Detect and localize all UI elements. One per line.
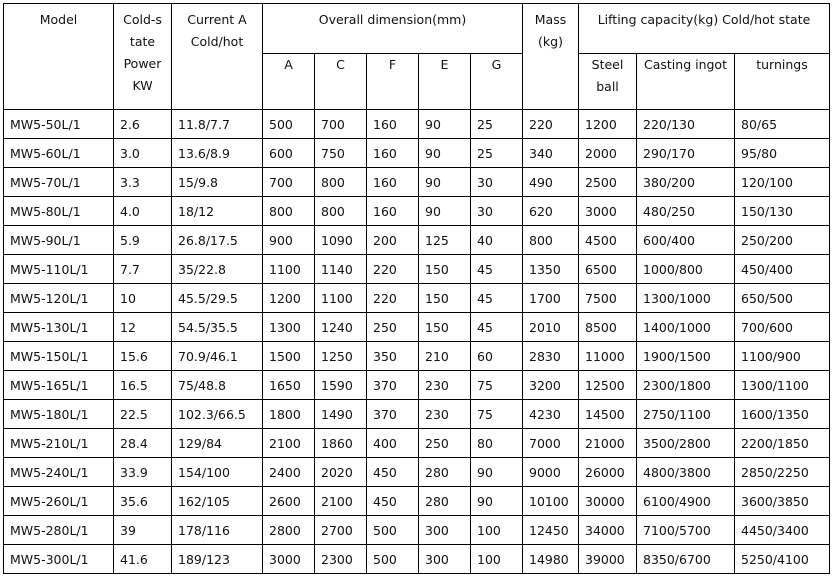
- cell-dim-c: 1140: [315, 255, 367, 284]
- table-row: [4, 313, 830, 342]
- cell-dim-c: 2300: [315, 545, 367, 574]
- cell-casting-ingot: 1300/1000: [637, 284, 735, 313]
- cell-power: 15.6: [114, 342, 172, 371]
- cell-mass: 12450: [523, 516, 579, 545]
- cell-power: 39: [114, 516, 172, 545]
- header-model: Model: [4, 4, 114, 110]
- cell-dim-a: 800: [263, 197, 315, 226]
- cell-mass: 4230: [523, 400, 579, 429]
- cell-dim-c: 1240: [315, 313, 367, 342]
- cell-turnings: 650/500: [735, 284, 830, 313]
- cell-dim-g: 30: [471, 197, 523, 226]
- table-row: [4, 342, 830, 371]
- cell-dim-e: 90: [419, 197, 471, 226]
- table-row: [4, 284, 830, 313]
- cell-mass: 14980: [523, 545, 579, 574]
- header-current: Current A Cold/hot: [172, 4, 263, 110]
- cell-model: MW5-150L/1: [4, 342, 114, 371]
- cell-dim-c: 750: [315, 139, 367, 168]
- cell-steel-ball: 1200: [579, 110, 637, 139]
- cell-mass: 2830: [523, 342, 579, 371]
- cell-mass: 3200: [523, 371, 579, 400]
- header-turnings: turnings: [735, 54, 830, 110]
- cell-current: 15/9.8: [172, 168, 263, 197]
- cell-mass: 800: [523, 226, 579, 255]
- cell-current: 13.6/8.9: [172, 139, 263, 168]
- table-row: [4, 255, 830, 284]
- cell-steel-ball: 4500: [579, 226, 637, 255]
- table-row: [4, 371, 830, 400]
- cell-model: MW5-50L/1: [4, 110, 114, 139]
- cell-current: 35/22.8: [172, 255, 263, 284]
- cell-turnings: 1100/900: [735, 342, 830, 371]
- table-row: [4, 110, 830, 139]
- cell-dim-e: 300: [419, 516, 471, 545]
- cell-dim-g: 90: [471, 487, 523, 516]
- cell-dim-a: 2600: [263, 487, 315, 516]
- cell-power: 5.9: [114, 226, 172, 255]
- cell-turnings: 80/65: [735, 110, 830, 139]
- table-body: [4, 110, 830, 574]
- cell-dim-g: 90: [471, 458, 523, 487]
- cell-steel-ball: 6500: [579, 255, 637, 284]
- header-dim-c: C: [315, 54, 367, 110]
- cell-dim-g: 75: [471, 371, 523, 400]
- cell-turnings: 150/130: [735, 197, 830, 226]
- cell-steel-ball: 12500: [579, 371, 637, 400]
- cell-casting-ingot: 1400/1000: [637, 313, 735, 342]
- header-dimension: Overall dimension(mm): [263, 4, 523, 54]
- table-row: [4, 487, 830, 516]
- cell-dim-c: 800: [315, 168, 367, 197]
- cell-steel-ball: 34000: [579, 516, 637, 545]
- cell-dim-e: 210: [419, 342, 471, 371]
- cell-model: MW5-165L/1: [4, 371, 114, 400]
- cell-dim-g: 25: [471, 110, 523, 139]
- cell-casting-ingot: 1900/1500: [637, 342, 735, 371]
- cell-dim-a: 1500: [263, 342, 315, 371]
- header-dim-f: F: [367, 54, 419, 110]
- cell-turnings: 250/200: [735, 226, 830, 255]
- cell-dim-g: 100: [471, 545, 523, 574]
- cell-dim-f: 370: [367, 400, 419, 429]
- cell-dim-e: 280: [419, 487, 471, 516]
- cell-dim-f: 160: [367, 110, 419, 139]
- cell-dim-c: 2100: [315, 487, 367, 516]
- cell-mass: 1700: [523, 284, 579, 313]
- cell-turnings: 450/400: [735, 255, 830, 284]
- cell-turnings: 5250/4100: [735, 545, 830, 574]
- cell-dim-g: 45: [471, 255, 523, 284]
- header-dim-e: E: [419, 54, 471, 110]
- cell-mass: 7000: [523, 429, 579, 458]
- cell-dim-f: 350: [367, 342, 419, 371]
- cell-turnings: 1600/1350: [735, 400, 830, 429]
- cell-current: 162/105: [172, 487, 263, 516]
- cell-steel-ball: 2500: [579, 168, 637, 197]
- cell-mass: 340: [523, 139, 579, 168]
- table-row: [4, 197, 830, 226]
- cell-turnings: 3600/3850: [735, 487, 830, 516]
- cell-model: MW5-180L/1: [4, 400, 114, 429]
- cell-dim-f: 500: [367, 545, 419, 574]
- header-casting-ingot: Casting ingot: [637, 54, 735, 110]
- cell-power: 41.6: [114, 545, 172, 574]
- cell-casting-ingot: 2750/1100: [637, 400, 735, 429]
- cell-dim-c: 1590: [315, 371, 367, 400]
- cell-model: MW5-280L/1: [4, 516, 114, 545]
- table-row: [4, 458, 830, 487]
- cell-turnings: 700/600: [735, 313, 830, 342]
- cell-power: 28.4: [114, 429, 172, 458]
- cell-dim-a: 900: [263, 226, 315, 255]
- cell-power: 2.6: [114, 110, 172, 139]
- cell-model: MW5-130L/1: [4, 313, 114, 342]
- cell-power: 10: [114, 284, 172, 313]
- cell-dim-g: 60: [471, 342, 523, 371]
- cell-turnings: 4450/3400: [735, 516, 830, 545]
- cell-model: MW5-90L/1: [4, 226, 114, 255]
- cell-dim-f: 400: [367, 429, 419, 458]
- cell-steel-ball: 8500: [579, 313, 637, 342]
- cell-current: 189/123: [172, 545, 263, 574]
- cell-dim-a: 2400: [263, 458, 315, 487]
- header-power: Cold-s tate Power KW: [114, 4, 172, 110]
- cell-turnings: 120/100: [735, 168, 830, 197]
- cell-current: 18/12: [172, 197, 263, 226]
- cell-dim-a: 1650: [263, 371, 315, 400]
- cell-dim-e: 230: [419, 371, 471, 400]
- cell-model: MW5-70L/1: [4, 168, 114, 197]
- cell-dim-a: 2800: [263, 516, 315, 545]
- cell-turnings: 2200/1850: [735, 429, 830, 458]
- cell-dim-c: 1090: [315, 226, 367, 255]
- cell-current: 70.9/46.1: [172, 342, 263, 371]
- cell-dim-g: 100: [471, 516, 523, 545]
- cell-dim-e: 280: [419, 458, 471, 487]
- cell-dim-g: 30: [471, 168, 523, 197]
- cell-dim-g: 80: [471, 429, 523, 458]
- cell-dim-e: 125: [419, 226, 471, 255]
- cell-dim-f: 160: [367, 139, 419, 168]
- cell-dim-f: 220: [367, 255, 419, 284]
- cell-model: MW5-240L/1: [4, 458, 114, 487]
- cell-dim-a: 600: [263, 139, 315, 168]
- cell-power: 12: [114, 313, 172, 342]
- cell-model: MW5-120L/1: [4, 284, 114, 313]
- cell-dim-e: 90: [419, 110, 471, 139]
- cell-power: 16.5: [114, 371, 172, 400]
- cell-turnings: 1300/1100: [735, 371, 830, 400]
- cell-casting-ingot: 3500/2800: [637, 429, 735, 458]
- cell-dim-c: 1490: [315, 400, 367, 429]
- cell-power: 3.0: [114, 139, 172, 168]
- cell-steel-ball: 30000: [579, 487, 637, 516]
- cell-casting-ingot: 380/200: [637, 168, 735, 197]
- cell-power: 33.9: [114, 458, 172, 487]
- header-dim-a: A: [263, 54, 315, 110]
- cell-dim-c: 1100: [315, 284, 367, 313]
- cell-dim-e: 230: [419, 400, 471, 429]
- cell-dim-e: 150: [419, 313, 471, 342]
- table-row: [4, 545, 830, 574]
- cell-model: MW5-80L/1: [4, 197, 114, 226]
- cell-current: 129/84: [172, 429, 263, 458]
- cell-steel-ball: 3000: [579, 197, 637, 226]
- cell-dim-e: 250: [419, 429, 471, 458]
- cell-dim-a: 500: [263, 110, 315, 139]
- cell-casting-ingot: 7100/5700: [637, 516, 735, 545]
- cell-dim-g: 75: [471, 400, 523, 429]
- header-lifting: Lifting capacity(kg) Cold/hot state: [579, 4, 830, 54]
- cell-casting-ingot: 480/250: [637, 197, 735, 226]
- table-row: [4, 168, 830, 197]
- header-steel-ball: Steel ball: [579, 54, 637, 110]
- cell-model: MW5-260L/1: [4, 487, 114, 516]
- cell-model: MW5-110L/1: [4, 255, 114, 284]
- table-row: [4, 139, 830, 168]
- cell-model: MW5-210L/1: [4, 429, 114, 458]
- cell-casting-ingot: 6100/4900: [637, 487, 735, 516]
- cell-dim-f: 450: [367, 458, 419, 487]
- cell-current: 178/116: [172, 516, 263, 545]
- cell-model: MW5-300L/1: [4, 545, 114, 574]
- cell-mass: 10100: [523, 487, 579, 516]
- cell-dim-g: 25: [471, 139, 523, 168]
- cell-casting-ingot: 600/400: [637, 226, 735, 255]
- table-row: [4, 516, 830, 545]
- cell-current: 154/100: [172, 458, 263, 487]
- cell-steel-ball: 21000: [579, 429, 637, 458]
- table-row: [4, 400, 830, 429]
- cell-mass: 220: [523, 110, 579, 139]
- cell-dim-f: 450: [367, 487, 419, 516]
- cell-mass: 2010: [523, 313, 579, 342]
- cell-casting-ingot: 8350/6700: [637, 545, 735, 574]
- cell-dim-a: 2100: [263, 429, 315, 458]
- cell-dim-g: 40: [471, 226, 523, 255]
- cell-dim-e: 150: [419, 284, 471, 313]
- cell-dim-f: 370: [367, 371, 419, 400]
- cell-mass: 490: [523, 168, 579, 197]
- cell-steel-ball: 39000: [579, 545, 637, 574]
- cell-dim-f: 250: [367, 313, 419, 342]
- cell-casting-ingot: 2300/1800: [637, 371, 735, 400]
- cell-dim-c: 1860: [315, 429, 367, 458]
- header-mass: Mass (kg): [523, 4, 579, 110]
- cell-current: 54.5/35.5: [172, 313, 263, 342]
- cell-mass: 9000: [523, 458, 579, 487]
- cell-casting-ingot: 1000/800: [637, 255, 735, 284]
- cell-casting-ingot: 290/170: [637, 139, 735, 168]
- cell-casting-ingot: 220/130: [637, 110, 735, 139]
- cell-dim-c: 1250: [315, 342, 367, 371]
- cell-dim-a: 3000: [263, 545, 315, 574]
- cell-dim-a: 1300: [263, 313, 315, 342]
- cell-model: MW5-60L/1: [4, 139, 114, 168]
- cell-dim-f: 200: [367, 226, 419, 255]
- cell-current: 11.8/7.7: [172, 110, 263, 139]
- header-dim-g: G: [471, 54, 523, 110]
- cell-dim-f: 500: [367, 516, 419, 545]
- cell-turnings: 2850/2250: [735, 458, 830, 487]
- cell-power: 4.0: [114, 197, 172, 226]
- cell-steel-ball: 7500: [579, 284, 637, 313]
- cell-dim-f: 220: [367, 284, 419, 313]
- table-row: [4, 226, 830, 255]
- cell-steel-ball: 14500: [579, 400, 637, 429]
- cell-dim-a: 1200: [263, 284, 315, 313]
- cell-mass: 620: [523, 197, 579, 226]
- cell-dim-e: 90: [419, 168, 471, 197]
- cell-dim-g: 45: [471, 284, 523, 313]
- cell-steel-ball: 2000: [579, 139, 637, 168]
- cell-dim-a: 1100: [263, 255, 315, 284]
- cell-dim-c: 800: [315, 197, 367, 226]
- cell-dim-e: 90: [419, 139, 471, 168]
- cell-current: 102.3/66.5: [172, 400, 263, 429]
- cell-dim-e: 300: [419, 545, 471, 574]
- cell-steel-ball: 26000: [579, 458, 637, 487]
- cell-current: 26.8/17.5: [172, 226, 263, 255]
- cell-casting-ingot: 4800/3800: [637, 458, 735, 487]
- cell-power: 7.7: [114, 255, 172, 284]
- cell-dim-f: 160: [367, 197, 419, 226]
- cell-dim-a: 700: [263, 168, 315, 197]
- cell-steel-ball: 11000: [579, 342, 637, 371]
- cell-dim-f: 160: [367, 168, 419, 197]
- cell-dim-a: 1800: [263, 400, 315, 429]
- cell-current: 45.5/29.5: [172, 284, 263, 313]
- cell-power: 35.6: [114, 487, 172, 516]
- cell-dim-c: 2700: [315, 516, 367, 545]
- cell-turnings: 95/80: [735, 139, 830, 168]
- cell-dim-c: 2020: [315, 458, 367, 487]
- cell-dim-g: 45: [471, 313, 523, 342]
- cell-current: 75/48.8: [172, 371, 263, 400]
- cell-power: 3.3: [114, 168, 172, 197]
- cell-dim-e: 150: [419, 255, 471, 284]
- cell-dim-c: 700: [315, 110, 367, 139]
- cell-power: 22.5: [114, 400, 172, 429]
- cell-mass: 1350: [523, 255, 579, 284]
- spec-table: [3, 3, 830, 574]
- table-row: [4, 429, 830, 458]
